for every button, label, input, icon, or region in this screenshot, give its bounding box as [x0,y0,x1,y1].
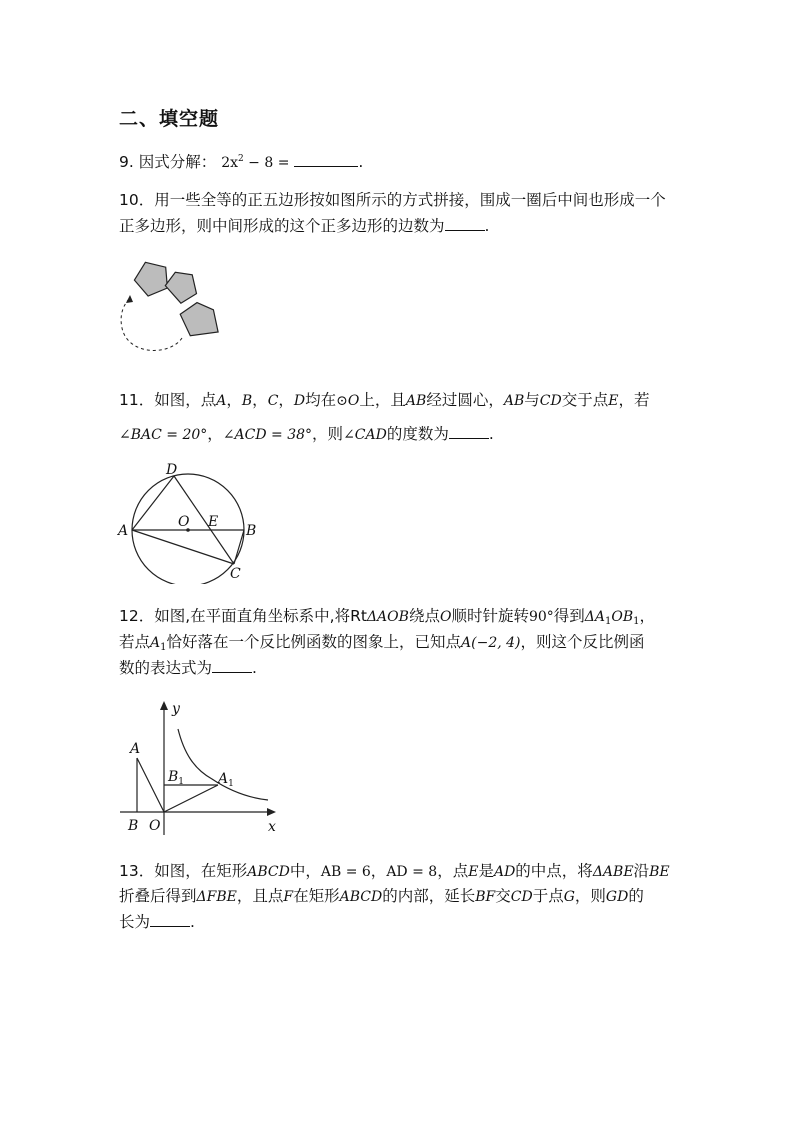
angle-acd: ∠ACD = 38° [222,427,313,443]
label-a: A [118,523,129,539]
q9-text: 因式分解： [138,153,217,171]
circle-symbol: ⊙ [336,393,348,409]
label-b: B [246,523,257,539]
label-y: y [172,701,180,717]
segment-ao [137,758,164,812]
label-x: x [268,819,276,835]
angle-bac: ∠BAC = 20° [119,427,208,443]
q12-answer-blank [212,658,252,673]
pentagon-1 [134,262,167,296]
q11-line-1: 11．如图，点A，B，C，D均在⊙O上，且AB经过圆心，AB与CD交于点E，若 [119,391,650,409]
arc-arrowhead [126,295,133,303]
q9-end: . [358,153,364,171]
q10-text-2: 正多边形，则中间形成的这个正多边形的边数为 [119,217,445,235]
q13-answer-blank [150,912,190,927]
label-b1: $B_1$ [168,769,185,787]
segment-oa1 [164,785,218,812]
q11-answer-blank [449,424,489,439]
q13-line-3: 长为 . [119,913,195,931]
y-axis-arrow [160,701,168,710]
q13-line-1: 13．如图，在矩形ABCD中，AB = 6，AD = 8，点E是AD的中点，将ΔABE沿BE [119,862,670,880]
coordinate-figure [112,695,284,840]
label-a: A [130,741,141,757]
label-o: O [178,514,190,530]
q12-line-3: 数的表达式为 . [119,659,257,677]
q9-answer-blank [294,152,358,167]
q10-line-1: 10．用一些全等的正五边形按如图所示的方式拼接，围成一圈后中间也形成一个 [119,191,666,209]
hyperbola-curve [178,729,268,800]
segment-ac [132,530,234,564]
q9-number: 9. [119,153,134,171]
q9-expression: $2x^2 - 8$ = [221,154,290,171]
q11-line-2: ∠BAC = 20°，∠ACD = 38°，则∠CAD的度数为 . [119,425,494,443]
pentagon-figure [110,252,260,362]
label-c: C [230,566,241,582]
segment-bc [234,530,244,564]
label-e: E [208,514,219,530]
q12-line-1: 12．如图,在平面直角坐标系中,将RtΔAOB绕点O顺时针旋转90°得到$\Delta A_1OB_1$， [119,607,656,627]
q10-answer-blank [445,216,485,231]
q12-line-2: 若点$A_1$恰好落在一个反比例函数的图象上，已知点A(−2, 4)，则这个反比例函 [119,633,645,653]
question-9 [119,152,363,173]
q10-line-2: 正多边形，则中间形成的这个正多边形的边数为 . [119,217,490,235]
x-axis-arrow [267,808,276,816]
dashed-arc [121,298,182,350]
pentagon-3 [180,303,218,336]
label-b: B [128,818,139,834]
pentagon-2 [165,272,196,303]
circle-figure [112,456,272,584]
label-o: O [149,818,161,834]
label-a1: $A_1$ [218,771,234,789]
q13-line-2: 折叠后得到ΔFBE，且点F在矩形ABCD的内部，延长BF交CD于点G，则GD的 [119,887,644,905]
label-d: D [166,462,178,478]
section-title: 二、填空题 [119,108,220,130]
